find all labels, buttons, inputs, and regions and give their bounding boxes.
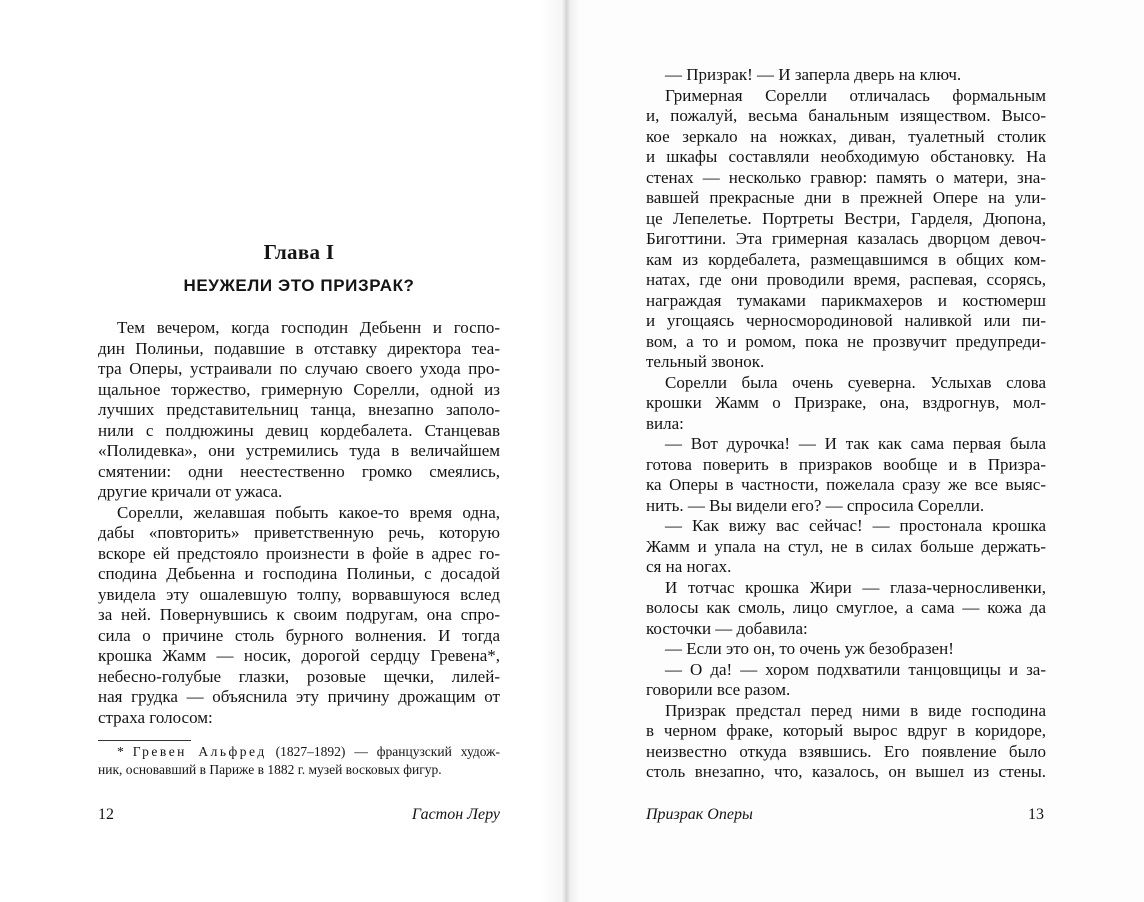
text-line: Гримерная Сорелли отличалась формальным (665, 85, 1046, 105)
text-line: ся на ногах. (646, 557, 732, 576)
text-line: — Если это он, то очень уж безобразен! (665, 639, 954, 658)
text-line: вом, а то и ромом, пока не прозвучит предупреди- (646, 331, 1046, 351)
footnote-line: ник, основавший в Париже в 1882 г. музей восковых фигур. (98, 762, 442, 777)
text-line: кое зеркало на ножках, диван, туалетный столик (646, 126, 1046, 146)
text-line: — Как вижу вас сейчас! — простонала крошка (665, 516, 1046, 535)
text-line: — Вот дурочка! — И так как сама первая была (665, 434, 1046, 453)
text-line: говорили все разом. (646, 680, 791, 699)
text-line: готова поверить в призраков вообще и в Призра- (646, 454, 1046, 474)
text-line: «Полидевка», они устремились туда в величайшем (98, 441, 500, 460)
text-line: натах, где они проводили время, распевая, ссорясь, (646, 270, 1046, 289)
text-line: нили с полдюжины девиц кордебалета. Станцевав (98, 420, 500, 440)
text-line: вавшей прекрасные дни в прежней Опере на ули- (646, 188, 1046, 207)
text-line: щальное торжество, гримерную Сорелли, одной из (98, 379, 500, 399)
left-body-text (98, 318, 500, 728)
text-line: — Призрак! — И заперла дверь на ключ. (665, 65, 962, 84)
page-number-left: 12 (98, 806, 114, 823)
text-line: и шкафы составляли необходимую обстановку. На (646, 147, 1046, 166)
text-line: волосы как смоль, лицо смуглое, а сама — кожа да (646, 598, 1046, 617)
text-line: и угощаясь черносмородиновой наливкой или пи- (646, 311, 1046, 330)
left-page (0, 0, 566, 902)
text-line: вскоре ей предстояло произнести в фойе в адрес го- (98, 543, 500, 563)
text-line: — О да! — хором подхватили танцовщицы и за- (665, 659, 1046, 679)
chapter-title: Глава I (263, 240, 335, 264)
right-body-text (646, 65, 1046, 783)
text-line: за ней. Повернувшись к своим подругам, она спро- (98, 605, 500, 624)
text-line: увидела эту ошалевшую толпу, ворвавшуюся вслед (98, 584, 500, 604)
running-head-title: Призрак Оперы (646, 806, 753, 823)
text-line: лучших представительниц танца, внезапно заполо- (98, 400, 500, 419)
text-line: сила о причине столь бурного волнения. И тогда (98, 625, 500, 645)
chapter-subtitle: НЕУЖЕЛИ ЭТО ПРИЗРАК? (183, 276, 415, 295)
text-line: награждая тумаками парикмахеров и костюмерш (646, 290, 1046, 310)
text-line: кам из кордебалета, размещавшимся в общих ком- (646, 249, 1046, 269)
text-line: смятении: одни неестественно громко смеялись, (98, 461, 500, 481)
text-line: Сорелли, желавшая побыть какое-то время одна, (117, 502, 500, 522)
running-head-author: Гастон Леру (411, 806, 500, 823)
text-line: вила: (646, 413, 684, 433)
text-line: це Лепелетье. Портреты Вестри, Гарделя, Дюпона, (646, 208, 1046, 228)
text-line: Сорелли была очень суеверна. Услыхав слова (665, 372, 1046, 392)
footnote-line (98, 743, 500, 761)
text-line: нить. — Вы видели его? — спросила Сорелли. (646, 495, 985, 515)
text-line: И тотчас крошка Жири — глаза-черносливенки, (665, 577, 1046, 597)
footnote-name: Гревен Альфред (132, 744, 267, 759)
footnote-marker: * (117, 744, 133, 759)
text-line: страха голосом: (98, 707, 213, 727)
text-line: Биготтини. Эта гримерная казалась дворцом девоч- (646, 229, 1046, 248)
text-line: другие кричали от ужаса. (98, 482, 283, 501)
text-line: столь внезапно, что, казалось, он вышел из стены. (646, 762, 1046, 781)
text-line: стенах — несколько гравюр: память о матери, зна- (646, 167, 1046, 187)
text-line: неизвестно откуда взявшись. Его появление было (646, 741, 1046, 761)
footnote (98, 743, 500, 779)
text-line: дин Полиньи, подавшие в отставку директора теа- (98, 338, 500, 358)
text-line: в черном фраке, который вырос вдруг в коридоре, (646, 721, 1046, 740)
text-line: Тем вечером, когда господин Дебьенн и госпо- (117, 318, 500, 337)
text-line: небесно-голубые глазки, розовые щечки, лилей- (98, 666, 500, 686)
text-line: крошка Жамм — носик, дорогой сердцу Гревена*, (98, 646, 500, 665)
text-line: косточки — добавила: (646, 618, 808, 638)
page-number-right: 13 (1028, 806, 1044, 823)
footnote-text: (1827–1892) — французский худож- (266, 744, 500, 759)
text-line: и, пожалуй, весьма банальным изяществом. Высо- (646, 106, 1046, 125)
footnote-divider (98, 740, 191, 741)
text-line: ка Оперы в частности, пожелала сразу же все выяс- (646, 475, 1046, 494)
text-line: дабы «повторить» приветственную речь, которую (98, 523, 500, 542)
text-line: крошки Жамм о Призраке, она, вздрогнув, мол- (646, 393, 1046, 412)
text-line: Призрак предстал перед ними в виде господина (665, 700, 1046, 720)
text-line: тра Оперы, устраивали по случаю своего ухода про- (98, 359, 500, 378)
text-line: сподина Дебьенна и господина Полиньи, с досадой (98, 564, 500, 583)
text-line: тельный звонок. (646, 352, 765, 371)
text-line: ная грудка — объяснила эту причину дрожащим от (98, 687, 500, 706)
text-line: Жамм и упала на стул, не в силах больше держать- (646, 536, 1046, 556)
